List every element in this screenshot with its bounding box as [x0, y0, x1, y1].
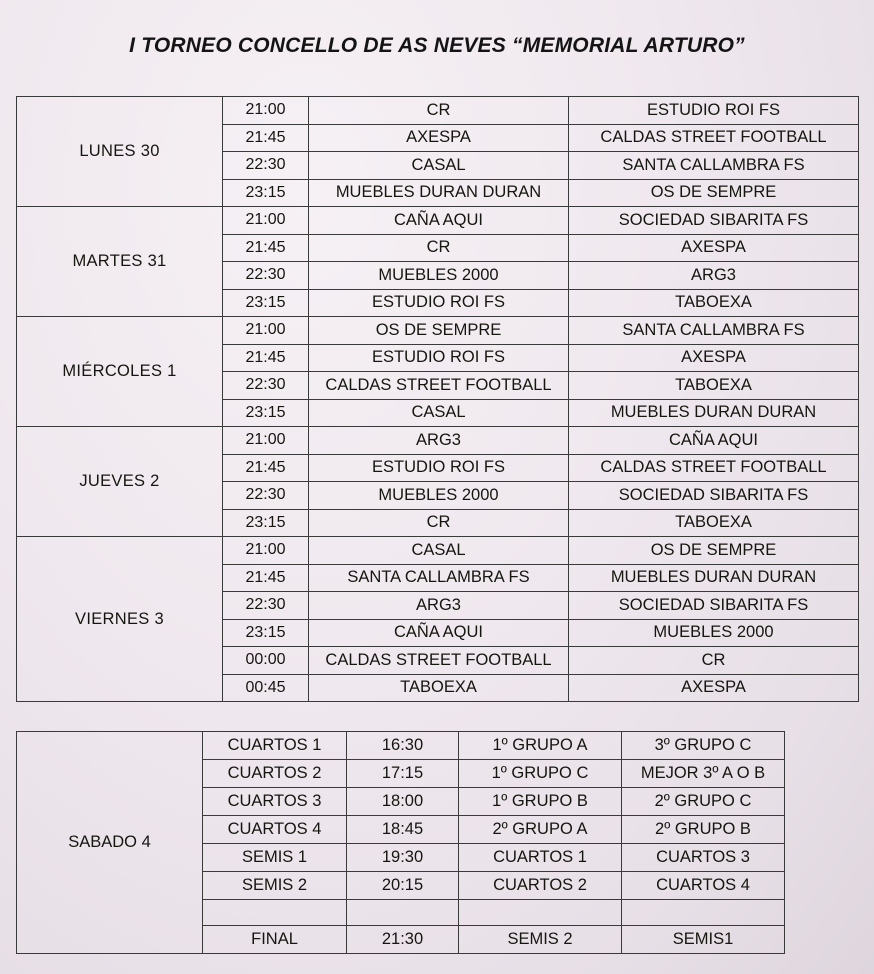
- round-label: SEMIS 1: [203, 844, 347, 872]
- home-team: ARG3: [309, 427, 569, 455]
- home-team: CALDAS STREET FOOTBALL: [309, 372, 569, 400]
- day-label: SABADO 4: [17, 732, 203, 954]
- group-stage-body: [17, 97, 859, 702]
- round-label: [203, 900, 347, 926]
- day-label: MARTES 31: [17, 207, 223, 317]
- match-time: 21:45: [223, 454, 309, 482]
- home-team: ESTUDIO ROI FS: [309, 454, 569, 482]
- home-team: CR: [309, 234, 569, 262]
- match-time: 23:15: [223, 289, 309, 317]
- away-team: ARG3: [569, 262, 859, 290]
- table-row: [17, 207, 859, 235]
- match-time: 22:30: [223, 372, 309, 400]
- home-team: [459, 900, 622, 926]
- table-row: [17, 317, 859, 345]
- away-team: SOCIEDAD SIBARITA FS: [569, 207, 859, 235]
- home-team: CALDAS STREET FOOTBALL: [309, 647, 569, 675]
- home-team: OS DE SEMPRE: [309, 317, 569, 345]
- away-team: SOCIEDAD SIBARITA FS: [569, 482, 859, 510]
- home-team: MUEBLES DURAN DURAN: [309, 179, 569, 207]
- table-row: [17, 537, 859, 565]
- home-team: CUARTOS 1: [459, 844, 622, 872]
- day-label: VIERNES 3: [17, 537, 223, 702]
- match-time: 21:30: [347, 926, 459, 954]
- away-team: CALDAS STREET FOOTBALL: [569, 454, 859, 482]
- home-team: CR: [309, 509, 569, 537]
- away-team: OS DE SEMPRE: [569, 179, 859, 207]
- round-label: CUARTOS 2: [203, 760, 347, 788]
- match-time: 18:45: [347, 816, 459, 844]
- away-team: CALDAS STREET FOOTBALL: [569, 124, 859, 152]
- home-team: CAÑA AQUI: [309, 207, 569, 235]
- home-team: CASAL: [309, 537, 569, 565]
- match-time: 21:45: [223, 124, 309, 152]
- day-label: LUNES 30: [17, 97, 223, 207]
- knockout-stage-body: [17, 732, 785, 954]
- round-label: CUARTOS 3: [203, 788, 347, 816]
- match-time: 23:15: [223, 399, 309, 427]
- match-time: 22:30: [223, 592, 309, 620]
- match-time: 21:00: [223, 207, 309, 235]
- away-team: MEJOR 3º A O B: [622, 760, 785, 788]
- table-row: [17, 427, 859, 455]
- group-stage-table: [16, 96, 859, 702]
- home-team: TABOEXA: [309, 674, 569, 702]
- away-team: AXESPA: [569, 234, 859, 262]
- day-label: MIÉRCOLES 1: [17, 317, 223, 427]
- away-team: CAÑA AQUI: [569, 427, 859, 455]
- match-time: 21:45: [223, 564, 309, 592]
- match-time: 23:15: [223, 179, 309, 207]
- match-time: 22:30: [223, 482, 309, 510]
- table-row: [17, 97, 859, 125]
- home-team: SANTA CALLAMBRA FS: [309, 564, 569, 592]
- away-team: CUARTOS 3: [622, 844, 785, 872]
- home-team: SEMIS 2: [459, 926, 622, 954]
- away-team: CR: [569, 647, 859, 675]
- away-team: SEMIS1: [622, 926, 785, 954]
- away-team: AXESPA: [569, 674, 859, 702]
- match-time: 21:45: [223, 344, 309, 372]
- home-team: AXESPA: [309, 124, 569, 152]
- away-team: 3º GRUPO C: [622, 732, 785, 760]
- home-team: ESTUDIO ROI FS: [309, 344, 569, 372]
- away-team: 2º GRUPO B: [622, 816, 785, 844]
- day-label: JUEVES 2: [17, 427, 223, 537]
- away-team: MUEBLES DURAN DURAN: [569, 564, 859, 592]
- away-team: TABOEXA: [569, 509, 859, 537]
- away-team: CUARTOS 4: [622, 872, 785, 900]
- away-team: SANTA CALLAMBRA FS: [569, 152, 859, 180]
- round-label: CUARTOS 4: [203, 816, 347, 844]
- home-team: 1º GRUPO A: [459, 732, 622, 760]
- away-team: ESTUDIO ROI FS: [569, 97, 859, 125]
- match-time: 18:00: [347, 788, 459, 816]
- home-team: CASAL: [309, 152, 569, 180]
- home-team: ESTUDIO ROI FS: [309, 289, 569, 317]
- page-title: I TORNEO CONCELLO DE AS NEVES “MEMORIAL ARTURO”: [129, 34, 745, 57]
- match-time: 23:15: [223, 509, 309, 537]
- home-team: 1º GRUPO C: [459, 760, 622, 788]
- away-team: OS DE SEMPRE: [569, 537, 859, 565]
- away-team: TABOEXA: [569, 372, 859, 400]
- home-team: CAÑA AQUI: [309, 619, 569, 647]
- away-team: SANTA CALLAMBRA FS: [569, 317, 859, 345]
- match-time: 21:00: [223, 317, 309, 345]
- match-time: 19:30: [347, 844, 459, 872]
- match-time: 00:00: [223, 647, 309, 675]
- away-team: [622, 900, 785, 926]
- round-label: CUARTOS 1: [203, 732, 347, 760]
- home-team: 1º GRUPO B: [459, 788, 622, 816]
- knockout-stage-table: [16, 731, 785, 954]
- match-time: 21:00: [223, 537, 309, 565]
- away-team: MUEBLES 2000: [569, 619, 859, 647]
- away-team: MUEBLES DURAN DURAN: [569, 399, 859, 427]
- home-team: MUEBLES 2000: [309, 482, 569, 510]
- match-time: 23:15: [223, 619, 309, 647]
- away-team: TABOEXA: [569, 289, 859, 317]
- match-time: [347, 900, 459, 926]
- home-team: CR: [309, 97, 569, 125]
- match-time: 21:00: [223, 97, 309, 125]
- away-team: 2º GRUPO C: [622, 788, 785, 816]
- match-time: 17:15: [347, 760, 459, 788]
- match-time: 16:30: [347, 732, 459, 760]
- match-time: 22:30: [223, 152, 309, 180]
- away-team: SOCIEDAD SIBARITA FS: [569, 592, 859, 620]
- round-label: SEMIS 2: [203, 872, 347, 900]
- round-label: FINAL: [203, 926, 347, 954]
- match-time: 21:45: [223, 234, 309, 262]
- away-team: AXESPA: [569, 344, 859, 372]
- match-time: 00:45: [223, 674, 309, 702]
- match-time: 22:30: [223, 262, 309, 290]
- home-team: 2º GRUPO A: [459, 816, 622, 844]
- home-team: CUARTOS 2: [459, 872, 622, 900]
- match-time: 21:00: [223, 427, 309, 455]
- match-time: 20:15: [347, 872, 459, 900]
- home-team: ARG3: [309, 592, 569, 620]
- table-row: [17, 732, 785, 760]
- home-team: MUEBLES 2000: [309, 262, 569, 290]
- home-team: CASAL: [309, 399, 569, 427]
